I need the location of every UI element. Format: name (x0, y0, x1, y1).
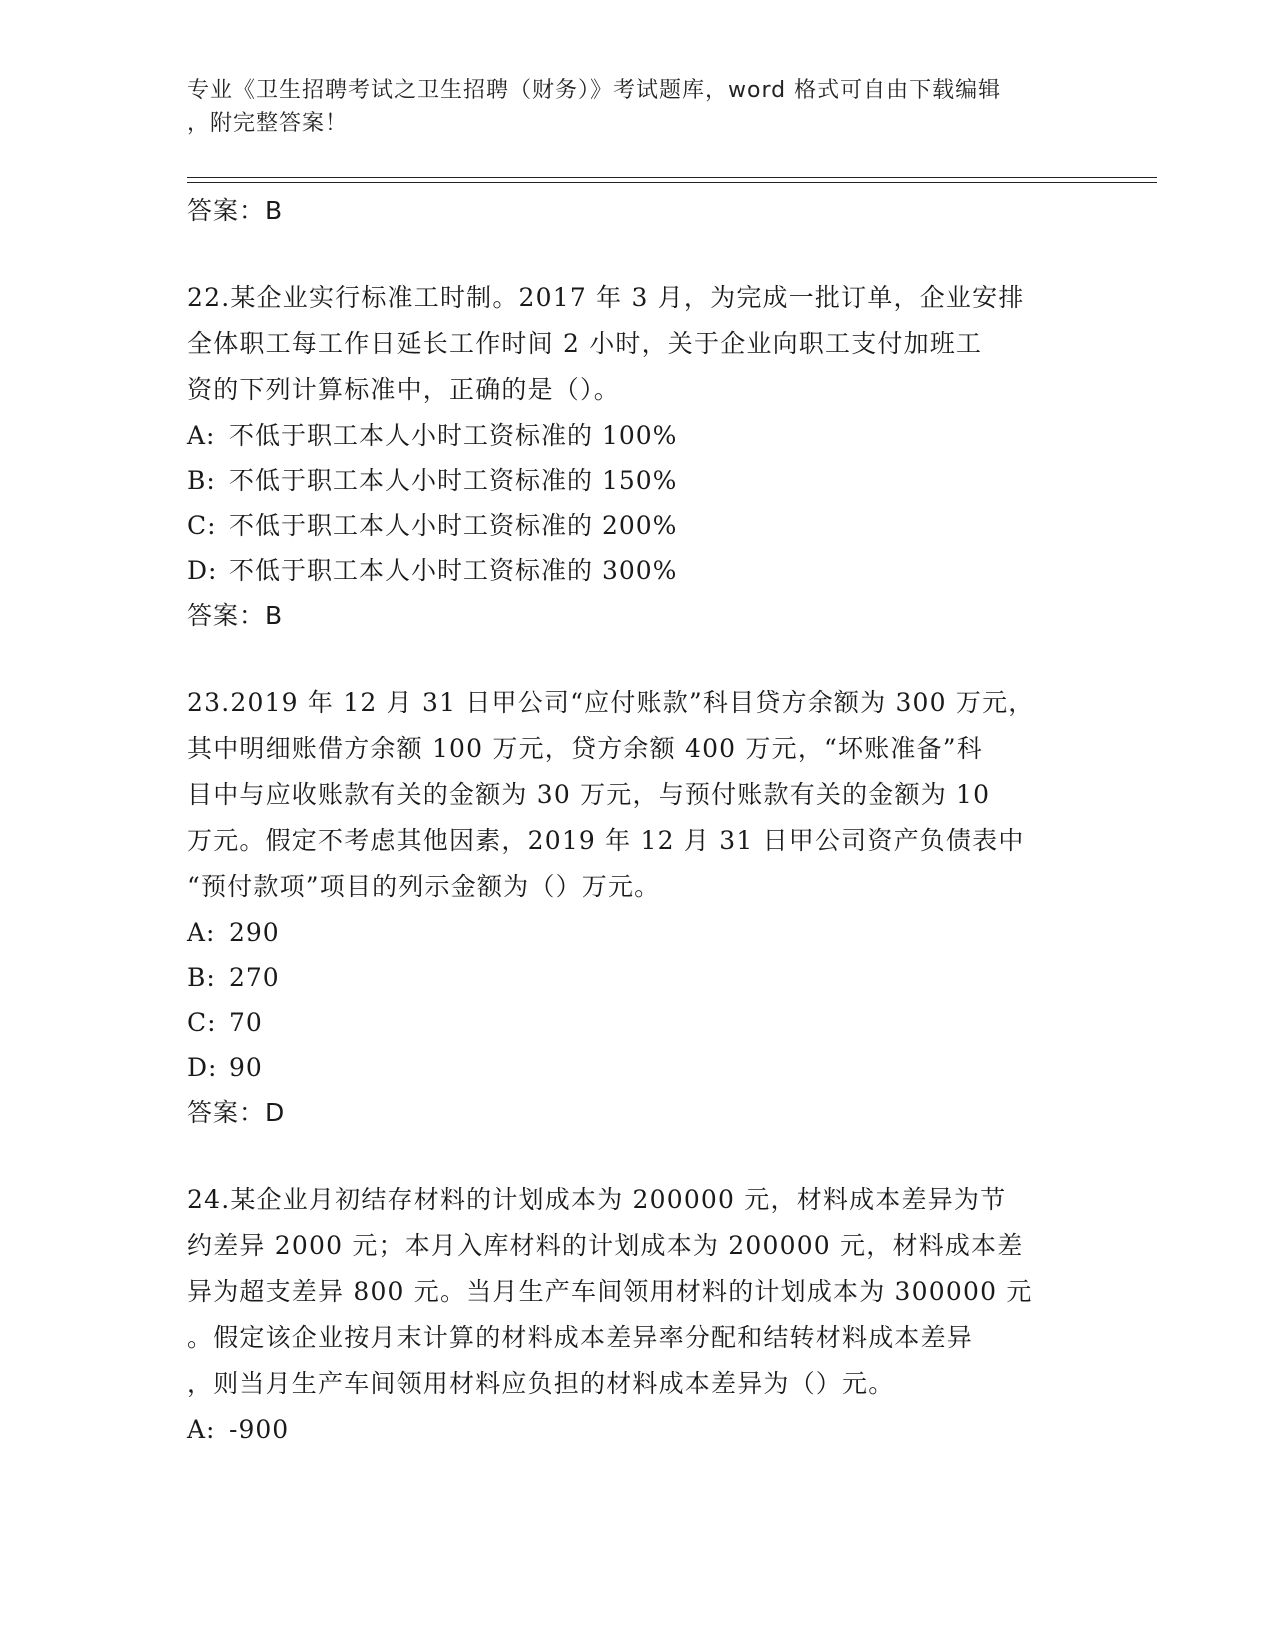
option-label: D: (187, 556, 218, 585)
question-stem-line: 全体职工每工作日延长工作时间 2 小时，关于企业向职工支付加班工 (187, 329, 983, 358)
header-rule-top (187, 177, 1157, 178)
option-item (187, 548, 1087, 593)
option-item (187, 1407, 1087, 1452)
option-item (187, 413, 1087, 458)
question-stem-line: 目中与应收账款有关的金额为 30 万元，与预付账款有关的金额为 10 (187, 780, 991, 809)
header-line-1: 专业《卫生招聘考试之卫生招聘（财务）》考试题库，word 格式可自由下载编辑 (187, 78, 1002, 103)
option-list (187, 413, 1087, 593)
previous-answer: 答案：B (187, 196, 284, 225)
option-label: D: (187, 1053, 218, 1082)
option-label: A: (187, 1415, 216, 1444)
question-answer: 答案：D (187, 1098, 286, 1127)
option-list (187, 1407, 1087, 1452)
option-text: 不低于职工本人小时工资标准的 200% (229, 511, 678, 540)
question-stem-line: 万元。假定不考虑其他因素，2019 年 12 月 31 日甲公司资产负债表中 (187, 826, 1025, 855)
option-label: B: (187, 963, 216, 992)
question-stem-line: 异为超支差异 800 元。当月生产车间领用材料的计划成本为 300000 元 (187, 1277, 1033, 1306)
page-header (187, 74, 1067, 140)
option-label: A: (187, 918, 216, 947)
option-label: C: (187, 511, 217, 540)
option-item (187, 910, 1087, 955)
option-list (187, 910, 1087, 1090)
question-block (187, 275, 1087, 638)
question-stem-line: 。假定该企业按月末计算的材料成本差异率分配和结转材料成本差异 (187, 1323, 974, 1352)
document-body (187, 188, 1087, 1452)
header-line-2: ，附完整答案！ (187, 111, 349, 136)
option-text: 不低于职工本人小时工资标准的 100% (229, 421, 678, 450)
header-rule-bottom (187, 182, 1157, 183)
option-text: 70 (229, 1008, 263, 1037)
option-item (187, 503, 1087, 548)
option-label: C: (187, 1008, 217, 1037)
option-item (187, 1000, 1087, 1045)
question-stem (187, 1177, 1087, 1407)
option-text: 90 (229, 1053, 263, 1082)
option-text: -900 (229, 1415, 290, 1444)
question-stem-line: 24.某企业月初结存材料的计划成本为 200000 元，材料成本差异为节 (187, 1185, 1007, 1214)
option-text: 不低于职工本人小时工资标准的 300% (229, 556, 678, 585)
option-text: 270 (229, 963, 280, 992)
option-item (187, 955, 1087, 1000)
question-list (187, 275, 1087, 1452)
question-answer: 答案：B (187, 601, 284, 630)
question-stem-line: 资的下列计算标准中，正确的是（）。 (187, 375, 620, 404)
option-label: B: (187, 466, 216, 495)
question-stem-line: 其中明细账借方余额 100 万元，贷方余额 400 万元，“坏账准备”科 (187, 734, 983, 763)
option-text: 290 (229, 918, 280, 947)
question-stem-line: ，则当月生产车间领用材料应负担的材料成本差异为（）元。 (187, 1369, 895, 1398)
question-stem-line: “预付款项”项目的列示金额为（）万元。 (187, 872, 661, 901)
question-stem (187, 275, 1087, 413)
question-stem-line: 23.2019 年 12 月 31 日甲公司“应付账款”科目贷方余额为 300 万元， (187, 688, 1035, 717)
question-stem-line: 22.某企业实行标准工时制。2017 年 3 月，为完成一批订单，企业安排 (187, 283, 1025, 312)
question-stem (187, 680, 1087, 910)
option-text: 不低于职工本人小时工资标准的 150% (229, 466, 678, 495)
question-block (187, 1177, 1087, 1452)
option-label: A: (187, 421, 216, 450)
question-block (187, 680, 1087, 1135)
option-item (187, 1045, 1087, 1090)
question-stem-line: 约差异 2000 元；本月入库材料的计划成本为 200000 元，材料成本差 (187, 1231, 1024, 1260)
option-item (187, 458, 1087, 503)
